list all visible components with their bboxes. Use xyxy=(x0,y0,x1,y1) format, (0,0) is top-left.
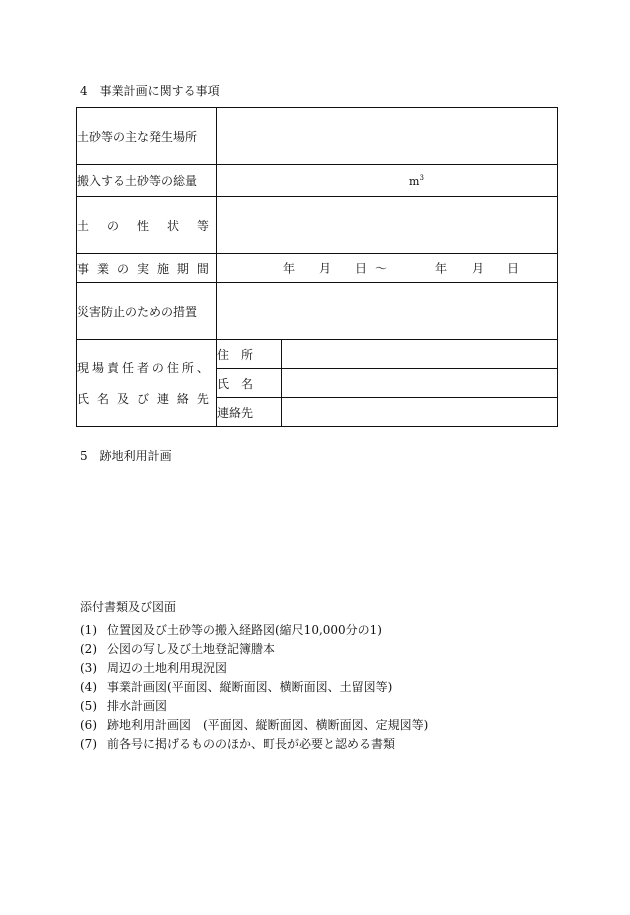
end-day-label: 日 xyxy=(507,261,520,276)
start-month-label: 月 xyxy=(319,261,332,276)
list-item: (6) 跡地利用計画図 (平面図、縦断面図、横断面図、定規図等) xyxy=(80,718,429,732)
period-tilde: ～ xyxy=(375,261,388,276)
soil-properties-field[interactable] xyxy=(217,197,558,254)
list-item: (7) 前各号に掲げるもののほか、町長が必要と認める書類 xyxy=(80,737,396,751)
sub-label-address: 住 所 xyxy=(217,340,282,369)
business-plan-table xyxy=(76,107,558,427)
table-row xyxy=(77,197,558,254)
attachments-list xyxy=(80,598,428,754)
cubic-meter-unit: $m^3$ xyxy=(409,173,424,188)
row-label-implementation-period: 事 業 の 実 施 期 間 xyxy=(77,254,217,283)
end-year-label: 年 xyxy=(435,261,448,276)
table-row xyxy=(77,340,558,369)
row-label-site-manager: 現 場 責 任 者 の 住 所 、 氏 名 及 び 連 絡 先 xyxy=(77,340,217,427)
list-item: (1) 位置図及び土砂等の搬入経路図(縮尺10,000分の1) xyxy=(80,623,382,637)
sub-label-contact: 連絡先 xyxy=(217,398,282,427)
section-5-title: 5 跡地利用計画 xyxy=(80,449,172,463)
implementation-period-field[interactable] xyxy=(217,254,558,283)
start-day-label: 日 xyxy=(355,261,368,276)
table-row xyxy=(77,108,558,165)
manager-contact-field[interactable] xyxy=(282,398,558,427)
list-item: (3) 周辺の土地利用現況図 xyxy=(80,661,228,675)
source-location-field[interactable] xyxy=(217,108,558,165)
table-row xyxy=(77,283,558,340)
manager-name-field[interactable] xyxy=(282,369,558,398)
section-4-title: 4 事業計画に関する事項 xyxy=(80,84,220,98)
end-month-label: 月 xyxy=(472,261,485,276)
row-label-soil-properties: 土 の 性 状 等 xyxy=(77,197,217,254)
row-label-source-location: 土砂等の主な発生場所 xyxy=(77,108,217,165)
list-item: (4) 事業計画図(平面図、縦断面図、横断面図、土留図等) xyxy=(80,680,393,694)
row-label-disaster-prevention: 災害防止のための措置 xyxy=(77,283,217,340)
start-year-label: 年 xyxy=(283,261,296,276)
row-label-total-volume: 搬入する土砂等の総量 xyxy=(77,165,217,197)
list-item: (5) 排水計画図 xyxy=(80,699,168,713)
total-volume-field[interactable] xyxy=(217,165,558,197)
manager-address-field[interactable] xyxy=(282,340,558,369)
table-row xyxy=(77,165,558,197)
attachments-title: 添付書類及び図面 xyxy=(80,600,177,614)
list-item: (2) 公図の写し及び土地登記簿謄本 xyxy=(80,642,276,656)
table-row xyxy=(77,254,558,283)
sub-label-name: 氏 名 xyxy=(217,369,282,398)
disaster-prevention-field[interactable] xyxy=(217,283,558,340)
